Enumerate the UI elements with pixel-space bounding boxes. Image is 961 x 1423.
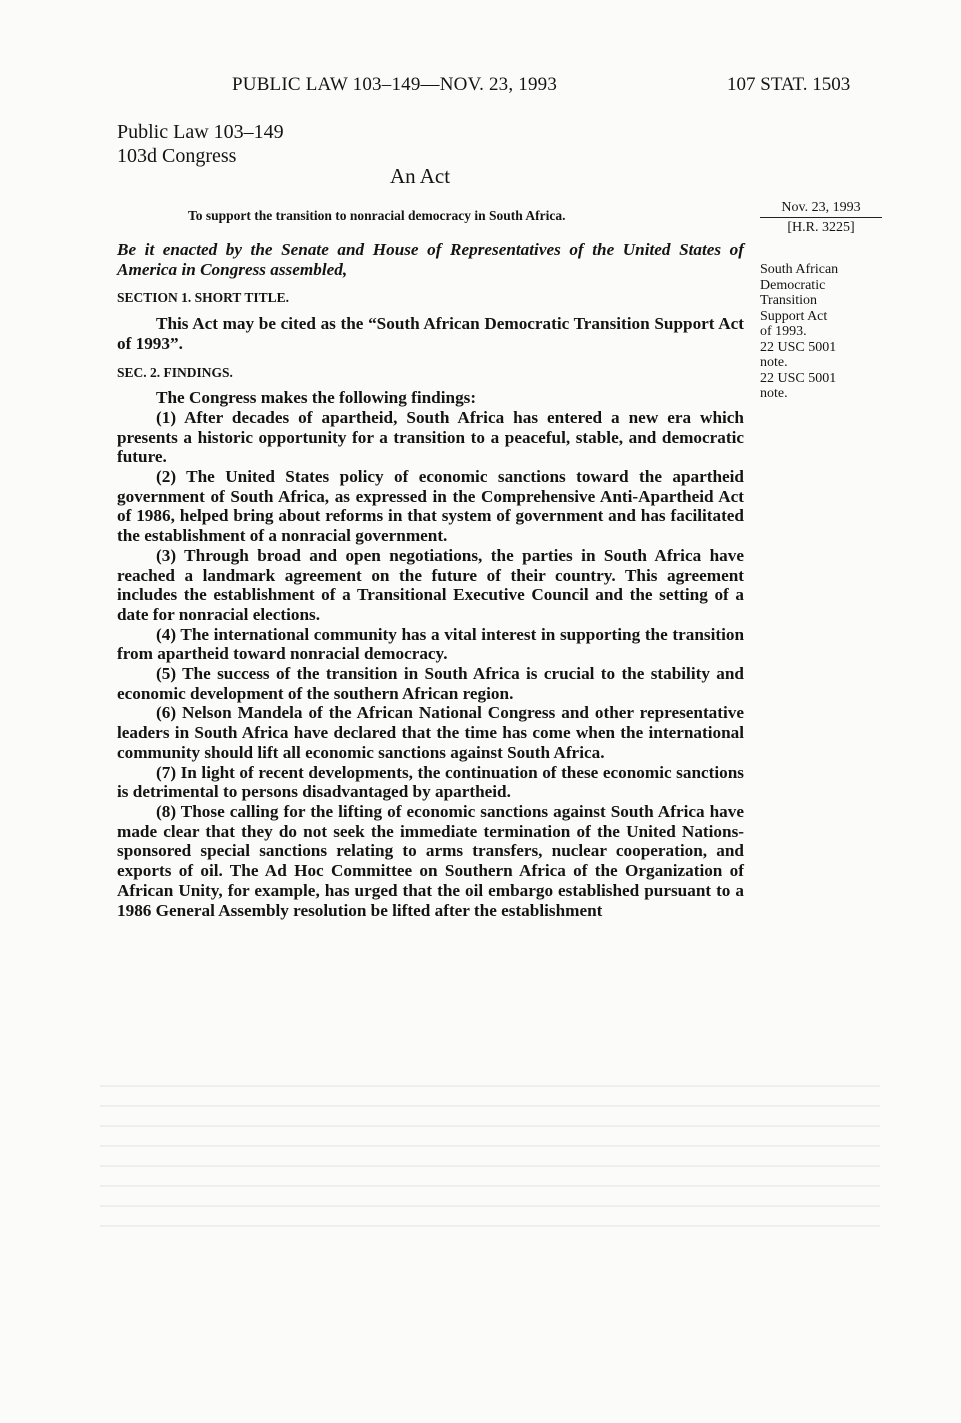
enacting-clause: Be it enacted by the Senate and House of Representatives of the United States of America in Congress assembled,: [117, 240, 744, 279]
bill-number: [H.R. 3225]: [787, 219, 855, 235]
margin-note: 22 USC 5001: [760, 370, 837, 386]
bleed-through-shadow: [100, 1085, 880, 1245]
margin-note: note.: [760, 355, 788, 370]
finding-paragraph: (4) The international community has a vital interest in supporting the transition from apartheid toward nonracial democracy.: [117, 624, 744, 664]
law-number: Public Law 103–149: [117, 121, 284, 143]
margin-note: Support Act: [760, 308, 828, 324]
section-2-heading: SEC. 2. FINDINGS.: [117, 364, 233, 380]
margin-note: note.: [760, 386, 788, 401]
running-head: PUBLIC LAW 103–149—NOV. 23, 1993: [232, 74, 558, 95]
finding-paragraph: (8) Those calling for the lifting of economic sanctions against South Africa have made clear that they do not seek the immediate termination of the United Nations-sponsored special sanctions relating to arms transfers, nuclear cooperation, and exports of oil. The Ad Hoc Committee on Southern Africa of the Organization of African Unity, for example, has urged that the oil embargo established pursuant to a 1986 General Assembly resolution be lifted after the establishment: [117, 801, 744, 920]
margin-note: 22 USC 5001: [760, 339, 837, 355]
finding-paragraph: (1) After decades of apartheid, South Africa has entered a new era which presents a historic opportunity for a transition to a peaceful, stable, and democratic future.: [117, 407, 744, 467]
law-identification: [117, 120, 284, 168]
act-purpose: To support the transition to nonracial democracy in South Africa.: [188, 208, 566, 223]
finding-paragraph: (3) Through broad and open negotiations, the parties in South Africa have reached a landmark agreement on the future of their country. This agreement includes the establishment of a Transitional Executive Council and the setting of a date for nonracial elections.: [117, 545, 744, 624]
statute-citation: 107 STAT. 1503: [727, 74, 851, 95]
act-title: An Act: [390, 164, 451, 188]
section-1-text: This Act may be cited as the “South African Democratic Transition Support Act of 1993”.: [117, 314, 744, 353]
margin-note: Democratic: [760, 277, 826, 293]
section-1-heading: SECTION 1. SHORT TITLE.: [117, 290, 289, 306]
act-body: [117, 240, 744, 920]
margin-note: Transition: [760, 293, 818, 308]
finding-paragraph: (7) In light of recent developments, the continuation of these economic sanctions is detrimental to persons disadvantaged by apartheid.: [117, 762, 744, 802]
findings-intro: The Congress makes the following findings:: [156, 388, 477, 408]
finding-paragraph: (5) The success of the transition in South Africa is crucial to the stability and economic development of the southern African region.: [117, 664, 744, 703]
finding-paragraph: (2) The United States policy of economic sanctions toward the apartheid government of South Africa, as expressed in the Comprehensive Anti-Apartheid Act of 1986, helped bring about reforms in that system of government and has facilitated the establishment of a nonracial government.: [117, 467, 744, 546]
margin-rule: [760, 217, 882, 218]
margin-date-block: [760, 200, 882, 235]
margin-note: South African: [760, 262, 839, 277]
enactment-date: Nov. 23, 1993: [781, 200, 861, 215]
finding-paragraph: (6) Nelson Mandela of the African National Congress and other representative leaders in South Africa have declared that the time has come when the international community should lift all economic sanctions against South Africa.: [117, 703, 744, 762]
congress-number: 103d Congress: [117, 145, 237, 167]
margin-notes: [760, 262, 885, 402]
margin-note: of 1993.: [760, 324, 807, 339]
